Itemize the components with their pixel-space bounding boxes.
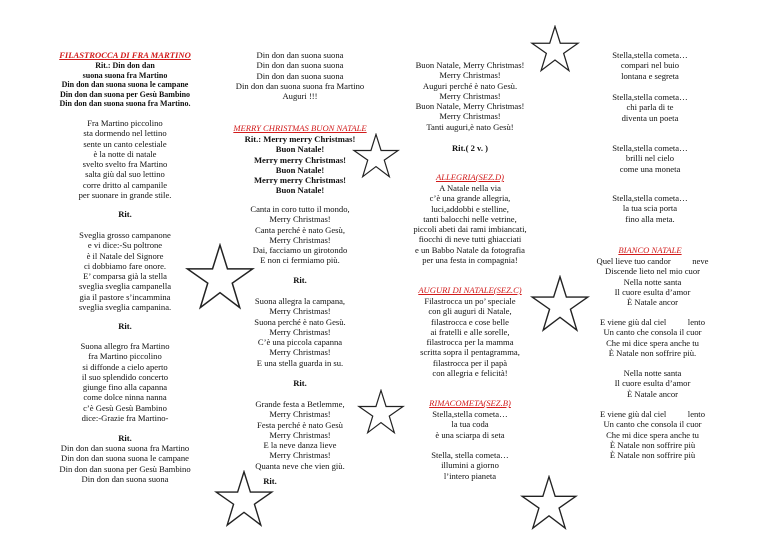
verse-line: Merry Christmas! <box>439 111 501 122</box>
refrain-line: Merry merry Christmas! <box>253 154 347 165</box>
verse-line: è la notte di natale <box>93 148 157 159</box>
verse-line: Merry Christmas! <box>269 450 331 461</box>
refrain-line: Rit.: Din don dan <box>95 61 155 70</box>
verse-line: fra Martino piccolino <box>88 351 162 362</box>
verse-line: Quanta neve che vien giù. <box>255 460 345 471</box>
col3-allegria-title-block <box>395 172 545 182</box>
verse-line: c’è Gesù Gesù Bambino <box>83 402 167 413</box>
verse-line: chi parla di te <box>626 102 674 113</box>
col4-stanza4 <box>570 193 730 224</box>
refrain-line: Rit.: Merry merry Christmas! <box>244 134 356 144</box>
verse-line: E’ comparsa già la stella <box>83 271 167 282</box>
verse-line: Stella,stella cometa… <box>612 193 688 203</box>
verse-line: giunge fino alla capanna <box>82 382 168 393</box>
refrain-line: Buon Natale! <box>275 164 325 175</box>
rit-label: Rit. <box>263 476 277 486</box>
verse-line: brilli nel cielo <box>625 153 675 164</box>
verse-line: corre dritto al campanile <box>82 179 168 190</box>
col2-title-block <box>220 123 380 133</box>
rima-title: RIMACOMETA(SEZ.B) <box>429 398 511 408</box>
verse-line: Merry Christmas! <box>269 409 331 420</box>
verse-line: Dai, facciamo un girotondo <box>252 245 348 256</box>
col4-bianco-title-block <box>570 245 730 255</box>
verse-line: e un Babbo Natale da fotografia <box>414 244 525 255</box>
verse-line: salta giù dal suo lettino <box>85 169 165 180</box>
verse-line: per una festa in compagnia! <box>422 255 518 266</box>
final-line: Din don dan suona per Gesù Bambino <box>59 463 191 474</box>
verse-line: Fra Martino piccolino <box>87 118 163 128</box>
verse-line: È Natale ancor <box>626 297 679 308</box>
col4-stanza2 <box>570 92 730 123</box>
verse-line: ai fratelli e alle sorelle, <box>430 326 510 337</box>
col4-stanza1 <box>570 50 730 81</box>
refrain-line: Din don dan suona per Gesù Bambino <box>59 89 191 99</box>
verse-line: Merry Christmas! <box>269 347 331 358</box>
col2-title: MERRY CHRISTMAS BUON NATALE <box>233 123 367 133</box>
verse-line: illumini a giorno <box>441 460 499 471</box>
verse-line: l’intero pianeta <box>443 470 497 481</box>
verse-line: E viene giù dal ciel lento <box>599 409 705 419</box>
verse-line: Stella,stella cometa… <box>432 409 508 419</box>
col1-rit-3 <box>55 433 195 443</box>
col1-rit-1 <box>55 209 195 219</box>
verse-line: Canta perché è nato Gesù, <box>255 224 345 235</box>
final-line: Din don dan suona suona fra Martino <box>60 443 190 453</box>
rit-label: Rit. <box>118 433 132 443</box>
verse-line: il suo splendido concerto <box>81 371 169 382</box>
verse-line: filastrocca per la mamma <box>426 337 514 348</box>
verse-line: Stella,stella cometa… <box>612 92 688 102</box>
verse-line: sente un canto celestiale <box>83 138 167 149</box>
verse-line: Il cuore esulta d’amor <box>614 286 691 297</box>
verse-line: È Natale non soffrire più <box>609 450 696 461</box>
verse-line: si diffonde a cielo aperto <box>82 361 168 372</box>
star-icon <box>214 470 274 528</box>
bianco-title: BIANCO NATALE <box>618 245 682 255</box>
verse-line: C’è una piccola capanna <box>257 337 343 348</box>
verse-line: Merry Christmas! <box>439 90 501 101</box>
verse-line: Suona allegra la campana, <box>254 296 346 306</box>
verse-line: È Natale non soffrire più. <box>608 347 697 358</box>
refrain-line: Din don dan suona suona le campane <box>61 80 189 90</box>
col3-rima-title-block <box>395 398 545 408</box>
verse-line: diventa un poeta <box>621 112 679 123</box>
verse-line: la tua scia porta <box>622 203 678 214</box>
verse-line: scritta sopra il pentagramma, <box>420 347 520 358</box>
col1-refrain <box>55 61 195 109</box>
verse-line: Auguri perché è nato Gesù. <box>422 80 518 91</box>
verse-line: E viene giù dal ciel lento <box>599 317 705 327</box>
verse-line: Din don dan suona suona <box>256 60 344 71</box>
col2-top <box>225 50 375 101</box>
col1-verse3 <box>55 341 195 423</box>
verse-line: sveglia sveglia campanella <box>78 281 172 292</box>
verse-line: Festa perché è nato Gesù <box>257 419 343 430</box>
verse-line: sveglia sveglia campanina. <box>78 302 172 313</box>
star-icon <box>520 475 578 531</box>
verse-line: A Natale nella via <box>439 183 501 193</box>
star-icon <box>530 275 590 333</box>
allegria-title: ALLEGRIA(SEZ.D) <box>435 172 505 182</box>
rit-label: Rit. <box>293 275 307 285</box>
verse-line: Un canto che consola il cuor <box>603 419 702 430</box>
refrain-line: Buon Natale! <box>275 185 325 196</box>
auguri-title: AUGURI DI NATALE(SEZ.C) <box>418 285 522 295</box>
verse-line: Stella, stella cometa… <box>431 450 509 460</box>
verse-line: filastrocca e cose belle <box>430 316 509 327</box>
verse-line: Tanti auguri,è nato Gesù! <box>426 121 514 132</box>
verse-line: Suona allegro fra Martino <box>80 341 170 351</box>
verse-line: Nella notte santa <box>623 368 682 378</box>
verse-line: come dolce ninna nanna <box>83 392 167 403</box>
verse-line: gia il pastore s’incammina <box>79 291 171 302</box>
verse-line: c’è una grande allegria, <box>429 193 511 204</box>
verse-line: Nella notte santa <box>623 276 682 287</box>
verse-line: fino alla meta. <box>625 213 675 224</box>
verse-line: con allegria e felicità! <box>432 368 508 379</box>
verse-line: Merry Christmas! <box>269 214 331 225</box>
verse-line: Merry Christmas! <box>439 70 501 81</box>
verse-line: Merry Christmas! <box>269 234 331 245</box>
col1-title-block <box>50 50 200 60</box>
star-icon <box>530 25 580 73</box>
refrain-line: suona suona fra Martino <box>82 70 168 80</box>
star-icon <box>185 243 255 311</box>
col4-bianco2 <box>565 317 740 358</box>
col3-allegria <box>385 183 555 265</box>
verse-line: Quel lieve tuo candor neve <box>596 256 709 266</box>
verse-line: Il cuore esulta d’amor <box>614 378 691 389</box>
verse-line: Canta in coro tutto il mondo, <box>250 204 350 214</box>
verse-line: Merry Christmas! <box>269 429 331 440</box>
verse-line: Stella,stella cometa… <box>612 143 688 153</box>
verse-line: piccoli abeti dai rami imbiancati, <box>413 224 527 235</box>
col2-verse3 <box>225 399 375 471</box>
verse-line: fiocchi di neve tutti ghiacciati <box>418 234 522 245</box>
final-line: Din don dan suona suona <box>81 473 169 484</box>
verse-line: Din don dan suona suona <box>256 70 344 81</box>
rit-label: Rit. <box>118 209 132 219</box>
col4-bianco4 <box>565 409 740 460</box>
refrain-line: Buon Natale! <box>275 144 325 155</box>
verse-line: E una stella guarda in su. <box>256 357 344 368</box>
verse-line: e vi dice:-Su poltrone <box>87 240 163 251</box>
col3-rima1 <box>395 409 545 440</box>
col4-stanza3 <box>570 143 730 174</box>
verse-line: Din don dan suona suona <box>256 50 344 60</box>
verse-line: Merry Christmas! <box>269 326 331 337</box>
verse-line: compari nel buio <box>620 60 680 71</box>
verse-line: come una moneta <box>619 163 681 174</box>
verse-line: sta dormendo nel lettino <box>83 128 167 139</box>
rit-label: Rit. <box>118 321 132 331</box>
verse-line: filastrocca per il papà <box>432 357 508 368</box>
col1-final <box>45 443 205 484</box>
verse-line: tanti balocchi nelle vetrine, <box>423 213 517 224</box>
col1-verse2 <box>55 230 195 312</box>
verse-line: è il Natale del Signore <box>86 250 164 261</box>
col2-rit-2 <box>225 378 375 388</box>
verse-line: Buon Natale, Merry Christmas! <box>415 101 525 112</box>
star-icon <box>357 389 405 435</box>
verse-line: Filastrocca un po’ speciale <box>424 296 516 306</box>
verse-line: Un canto che consola il cuor <box>603 327 702 338</box>
verse-line: È Natale ancor <box>626 388 679 399</box>
verse-line: lontana e segreta <box>621 70 679 81</box>
verse-line: È Natale non soffrire più <box>609 439 696 450</box>
rit-label: Rit. <box>293 378 307 388</box>
verse-line: è una sciarpa di seta <box>435 429 505 440</box>
verse-line: Din don dan suona suona fra Martino <box>235 80 365 91</box>
verse-line: ci dobbiamo fare onore. <box>83 260 167 271</box>
verse-line: Suona perché è nato Gesù. <box>254 316 346 327</box>
star-icon <box>352 133 400 179</box>
verse-line: Buon Natale, Merry Christmas! <box>415 60 525 70</box>
verse-line: luci,addobbi e stelline, <box>431 203 509 214</box>
verse-line: E non ci fermiamo più. <box>260 255 340 266</box>
verse-line: svelto svelto fra Martino <box>82 159 168 170</box>
rit-label: Rit.( 2 v. ) <box>451 143 489 153</box>
verse-line: Che mi dice spera anche tu <box>606 337 699 348</box>
col3-rit <box>395 143 545 153</box>
verse-line: per suonare in grande stile. <box>78 190 172 201</box>
verse-line: E la neve danza lieve <box>263 440 337 451</box>
verse-line: Grande festa a Betlemme, <box>255 399 345 409</box>
col1-verse1 <box>55 118 195 200</box>
verse-line: la tua coda <box>451 419 489 430</box>
col1-rit-2 <box>55 321 195 331</box>
verse-line: Sveglia grosso campanone <box>79 230 171 240</box>
verse-line: Discende lieto nel mio cuor <box>605 266 700 277</box>
verse-line: Auguri !!! <box>282 91 318 102</box>
verse-line: Stella,stella cometa… <box>612 50 688 60</box>
refrain-line: Merry merry Christmas! <box>253 175 347 186</box>
col1-title: FILASTROCCA DI FRA MARTINO <box>59 50 191 60</box>
col4-bianco1 <box>565 256 740 307</box>
refrain-line: Din don dan suona suona fra Martino. <box>59 99 191 109</box>
col3-top <box>395 60 545 132</box>
verse-line: con gli auguri di Natale, <box>428 306 512 317</box>
col4-bianco3 <box>565 368 740 399</box>
verse-line: Merry Christmas! <box>269 306 331 317</box>
verse-line: Che mi dice spera anche tu <box>606 429 699 440</box>
final-line: Din don dan suona suona le campane <box>61 453 189 464</box>
verse-line: dice:-Grazie fra Martino- <box>81 413 169 424</box>
